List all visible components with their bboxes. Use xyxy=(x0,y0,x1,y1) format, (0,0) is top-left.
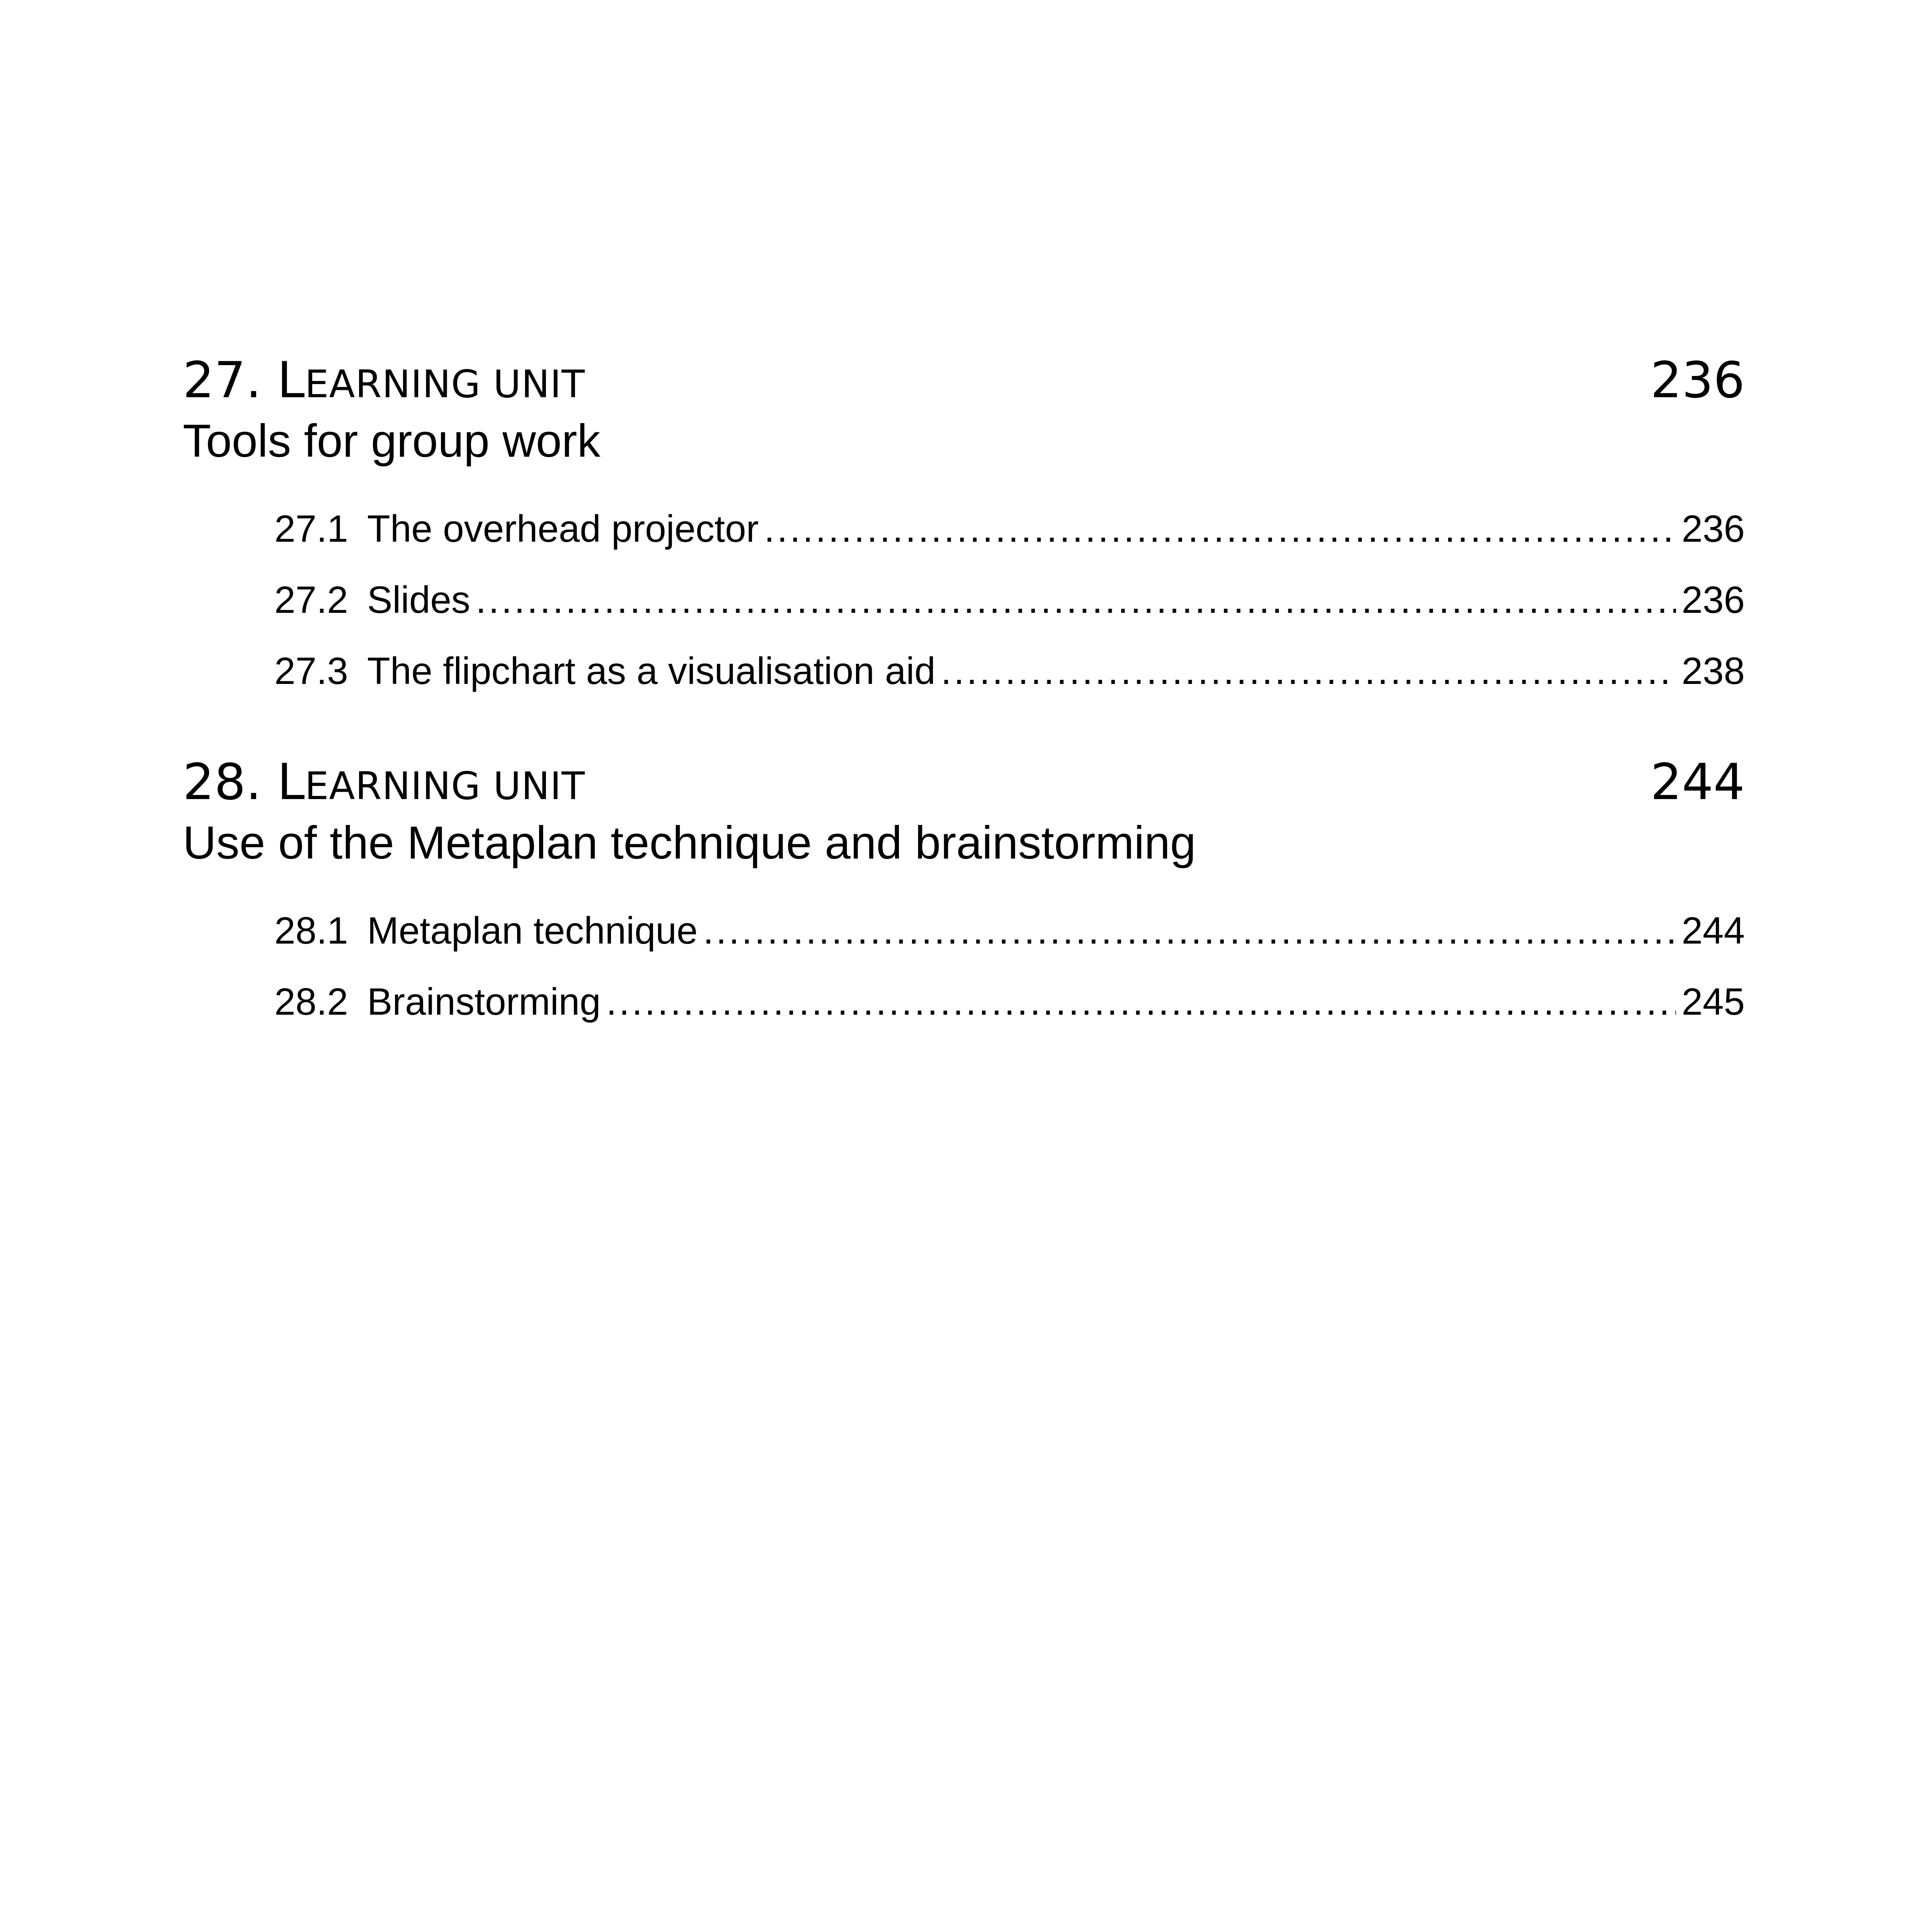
unit-number: 28. xyxy=(183,753,262,811)
toc-entry-title: The flipchart as a visualisation aid xyxy=(367,650,936,692)
unit-keyword-initial: L xyxy=(277,753,305,811)
unit-heading-label xyxy=(183,750,585,819)
toc-entry-number: 27.3 xyxy=(274,650,348,692)
toc-entry-page: 236 xyxy=(1681,507,1745,550)
toc-entry[interactable] xyxy=(274,635,1745,706)
toc-entry[interactable] xyxy=(274,895,1745,966)
toc-entry[interactable] xyxy=(274,966,1745,1037)
dot-leader xyxy=(606,966,1676,1037)
dot-leader xyxy=(703,895,1676,966)
unit-heading-label xyxy=(183,348,585,417)
unit-heading xyxy=(183,348,1745,413)
toc-entry-title: Brainstorming xyxy=(367,980,601,1023)
dot-leader xyxy=(476,564,1676,635)
unit-page-number: 236 xyxy=(1650,352,1745,409)
dot-leader xyxy=(941,635,1676,706)
toc-entry-number: 27.1 xyxy=(274,507,348,550)
toc-entry[interactable] xyxy=(274,564,1745,635)
toc-entry-number: 28.2 xyxy=(274,980,348,1023)
toc-entry-number: 28.1 xyxy=(274,909,348,952)
toc-entry-page: 238 xyxy=(1681,650,1745,692)
toc-entry-title: The overhead projector xyxy=(367,507,759,550)
toc-entry-title: Metaplan technique xyxy=(367,909,698,952)
learning-unit-27 xyxy=(183,348,1745,706)
unit-keyword-rest: EARNING UNIT xyxy=(305,362,585,406)
unit-heading xyxy=(183,750,1745,815)
toc-entry-page: 236 xyxy=(1681,578,1745,621)
toc-entry[interactable] xyxy=(274,493,1745,564)
toc-entry-number: 27.2 xyxy=(274,578,348,621)
toc-entry-page: 245 xyxy=(1681,980,1745,1023)
learning-unit-28 xyxy=(183,750,1745,1037)
unit-keyword-initial: L xyxy=(277,352,305,409)
toc-entry-title: Slides xyxy=(367,578,470,621)
toc-section-list xyxy=(183,895,1745,1037)
dot-leader xyxy=(764,493,1676,564)
toc-entry-page: 244 xyxy=(1681,909,1745,952)
unit-number: 27. xyxy=(183,352,262,409)
unit-page-number: 244 xyxy=(1650,753,1745,811)
toc-section-list xyxy=(183,493,1745,706)
unit-subtitle: Use of the Metaplan technique and brainstorming xyxy=(183,817,1196,869)
unit-subtitle: Tools for group work xyxy=(183,415,601,467)
unit-keyword-rest: EARNING UNIT xyxy=(305,764,585,808)
